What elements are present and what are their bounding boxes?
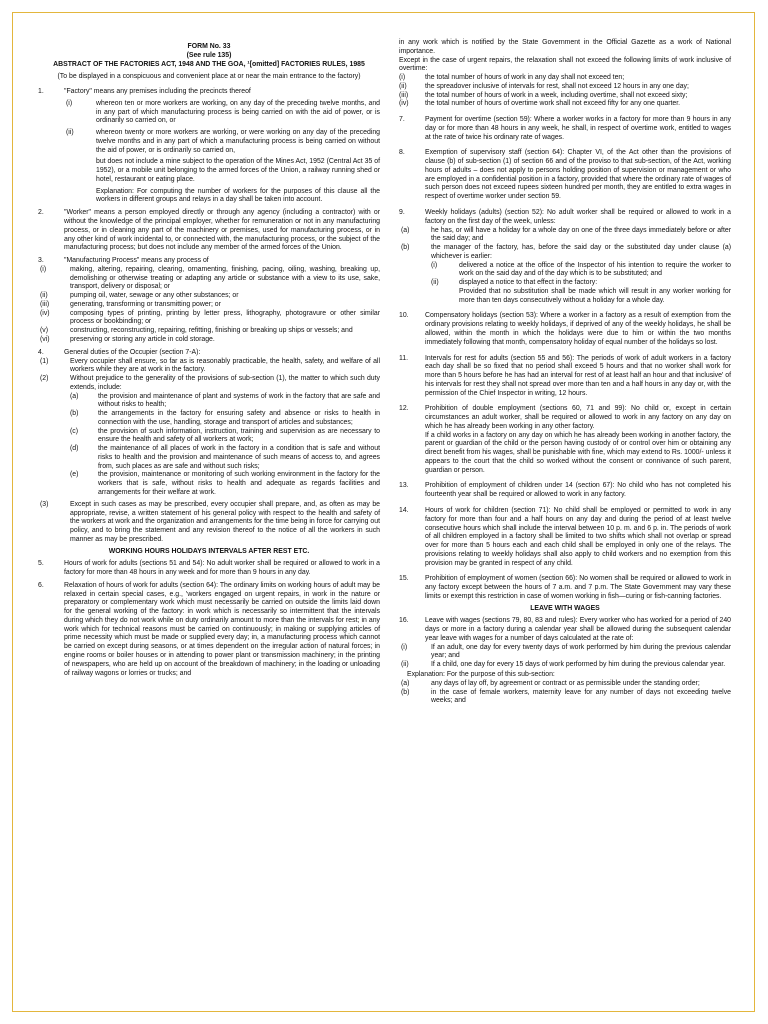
sub-clause <box>399 689 731 707</box>
sub-clause-text: If an adult, one day for every twenty days of work performed by him during the previous calendar year; and <box>431 643 731 660</box>
sub-clause-number: (2) <box>40 375 49 383</box>
clause-15 <box>399 575 731 601</box>
sub-clause-number: (iii) <box>399 91 409 99</box>
sub-clause-number: (i) <box>40 265 47 273</box>
sub-clause-number: (v) <box>40 327 49 335</box>
clause-number: 2. <box>38 209 44 217</box>
sub-clause <box>38 301 380 310</box>
sub-clause <box>399 74 731 83</box>
section-heading-leave: LEAVE WITH WAGES <box>530 604 600 612</box>
sub-clause <box>399 661 731 670</box>
sub-clause <box>399 244 731 262</box>
clause-number: 13. <box>399 482 409 490</box>
sub-clause <box>64 129 380 155</box>
sub-clause-text: the arrangements in the factory for ensuring safety and absence or risks to health in connection with the use, handling, storage and transport of articles and substances; <box>98 410 380 426</box>
display-note: (To be displayed in a conspicuous and convenient place at or near the main entrance to the factory) <box>57 73 361 81</box>
sub-clause-text: the spreadover inclusive of intervals for rest, shall not exceed 12 hours in any one day; <box>425 82 689 90</box>
clause-number: 9. <box>399 209 405 217</box>
sub-clause-number: (iv) <box>399 100 409 108</box>
sub-clause <box>38 375 380 393</box>
clause-text: Leave with wages (sections 79, 80, 83 and rules): Every worker who has worked for a period of 240 days or more in a factory during a calendar year shall be allowed during the subsequent calendar year leave with wages for a number of days calculated at the rate of: <box>425 617 731 642</box>
sub-clause-number: (ii) <box>399 82 407 90</box>
sub-clause <box>70 428 380 446</box>
left-column <box>38 43 380 678</box>
sub-clause-number: (a) <box>401 679 410 687</box>
sub-clause <box>399 100 731 109</box>
sub-clause-text: he has, or will have a holiday for a whole day on one of the three days immediately before or after the said day; and <box>431 226 731 243</box>
sub-clause-text: composing types of printing, printing by letter press, lithography, photogravure or other similar process or bookbinding; or <box>70 309 380 326</box>
sub-clause <box>399 680 731 689</box>
right-column <box>399 39 731 706</box>
sub-clause-number: (a) <box>401 226 410 234</box>
clause-5 <box>38 560 380 578</box>
proviso-text: but does not include a mine subject to the operation of the Mines Act, 1952 (Central Act 35 of 1952), or a mobile unit belonging to the armed forces of the Union, a railway running shed or hotel, restaurant or eating place. <box>96 158 380 183</box>
clause-number: 4. <box>38 348 44 356</box>
sub-clause-number: (ii) <box>431 279 439 287</box>
sub-clause-number: (iii) <box>40 300 50 308</box>
clause-number: 12. <box>399 405 409 413</box>
sub-clause-text: whereon twenty or more workers are working, or were working on any day of the preceding twelve months and in any part of which a manufacturing process is being carried on without the aid of power, or is ordinarily so carried on, <box>96 129 380 154</box>
clause-text: "Worker" means a person employed directly or through any agency (including a contractor) with or without the knowledge of the principal employer, whether for remuneration or not in any manufacturing process, or in cleaning any part of the machinery or premises, used for manufacturing process, or in any other kind of work incidental to, or connected with, the manufacturing process, or the subject of the manufacturing process; but does not include any member of the armed forces of the Union. <box>64 209 380 252</box>
sub-clause-text: constructing, reconstructing, repairing, refitting, finishing or breaking up ships or vessels; and <box>70 327 353 335</box>
sub-clause <box>38 501 380 545</box>
clause-text: Prohibition of double employment (sections 60, 71 and 99): No child or, except in certain circumstances an adult worker, shall be required or allowed to work in any factory on any day on which he has already been working in any other factory. <box>425 405 731 430</box>
sub-clause-number: (ii) <box>66 129 74 137</box>
explanation-text: Explanation: For computing the number of workers for the purposes of this clause all the workers in different groups and relays in a day shall be taken into account. <box>96 187 380 204</box>
clause-number: 11. <box>399 354 409 362</box>
clause-number: 1. <box>38 88 44 96</box>
sub-clause-text: Every occupier shall ensure, so far as is reasonably practicable, the health, safety, and welfare of all workers while they are at work in the factory. <box>70 357 380 374</box>
sub-clause <box>38 266 380 292</box>
sub-clause-number: (c) <box>70 427 79 435</box>
sub-clause <box>38 327 380 336</box>
clause-1 <box>38 88 380 205</box>
clause-number: 7. <box>399 116 405 124</box>
clause-number: 10. <box>399 312 409 320</box>
sub-clause-text: the total number of hours of work in any day shall not exceed ten; <box>425 74 625 82</box>
clause-16 <box>399 617 731 706</box>
sub-clause <box>64 100 380 126</box>
clause-number: 5. <box>38 560 44 568</box>
clause-text: Prohibition of employment of children under 14 (section 67): No child who has not completed his fourteenth year shall be required or allowed to work in any factory. <box>425 482 731 499</box>
clause-number: 6. <box>38 581 44 589</box>
form-number: FORM No. 33 <box>187 43 231 50</box>
clause-text-continued: If a child works in a factory on any day on which he has already been working in another factory, the parent or guardian of the child or the person having custody of or control over him or obtaining any direct benefit from his wages, shall be punishable with fine, which may extend to Rs. 1000/- unless it appears to the court that the child so worked without the consent or connivance of such parent, guardian or person. <box>425 431 731 474</box>
clause-14 <box>399 507 731 568</box>
sub-clause <box>70 471 380 497</box>
sub-clause-text: the manager of the factory, has, before the said day or the substituted day under clause (a) whichever is earlier: <box>431 244 731 260</box>
clause-text: Relaxation of hours of work for adults (section 64): The ordinary limits on working hours of adult may be relaxed in certain special cases, e.g., 'workers engaged on urgent repairs, in work in the nature or preparatory or complementary work which must necessarily be carried on outside the limits laid down for the general working of the factory: in work which is necessarily so intermittent that the intervals during which they do not work while on duty ordinarily amount to more than the intervals for rest; in any work which for technical reasons must be carried on continuously; in making or supplying articles of prime necessity which must be made or supplied every day; in, a manufacturing process which cannot be carried on except during seasons, or at times dependent on the irregular action of natural forces; in engine rooms or boiler houses or in attending to power plant or transmission machinery; in the printing of newspapers, who are held up on account of the breakdown of machinery; in the loading or unloading of railway wagons or lorries or trucks; and <box>64 581 380 677</box>
sub-clause-text: the provision and maintenance of plant and systems of work in the factory that are safe and without risks to health; <box>98 392 380 409</box>
clause-text: Payment for overtime (section 59): Where a worker works in a factory for more than 9 hours in any day or for more than 48 hours in any week, he shall, in respect of overtime work, entitled to wages at the rate of twice his ordinary rate of wages. <box>425 116 731 141</box>
sub-clause-text: the total number of hours of overtime work shall not exceed fifty for any one quarter. <box>425 100 681 108</box>
clause-10 <box>399 312 731 347</box>
clause-text: Weekly holidays (adults) (section 52): No adult worker shall be required or allowed to work in a factory on the first day of the week, unless: <box>425 209 731 225</box>
sub-clause-number: (e) <box>70 471 79 479</box>
clause-text: Hours of work for adults (sections 51 and 54): No adult worker shall be required or allowed to work in a factory for more than 48 hours in any week and for more than 9 hours in any day. <box>64 560 380 577</box>
clause-13 <box>399 482 731 500</box>
sub-clause-number: (3) <box>40 500 49 508</box>
sub-clause-number: (i) <box>431 261 438 269</box>
sub-clause <box>399 92 731 101</box>
sub-clause <box>431 262 731 280</box>
clause-number: 15. <box>399 575 409 583</box>
sub-clause <box>399 227 731 245</box>
sub-clause-number: (iv) <box>40 309 50 317</box>
sub-clause <box>70 410 380 428</box>
sub-clause-number: (d) <box>70 445 79 453</box>
sub-clause-number: (vi) <box>40 335 50 343</box>
clause-6-continued: in any work which is notified by the State Government in the Official Gazette as a work of National importance. <box>399 39 731 55</box>
sub-clause <box>38 358 380 376</box>
sub-clause-text: the total number of hours of work in a week, including overtime, shall not exceed sixty; <box>425 91 688 99</box>
clause-number: 16. <box>399 617 409 625</box>
clause-number: 14. <box>399 506 409 514</box>
sub-clause-text: preserving or storing any article in cold storage. <box>70 335 215 343</box>
clause-text: Prohibition of employment of women (section 66): No women shall be required or allowed to work in any factory except between the hours of 7 a.m. and 7 p.m. The State Government may vary these limits or exempt this restriction in case of women working in fish—curing or fish-canning factories. <box>425 575 731 600</box>
clause-text: Compensatory holidays (section 53): Where a worker in a factory as a result of exemption from the ordinary provisions relating to weekly holidays, if deprived of any of the weekly holidays, he shall be allowed, within the month in which the holidays were due to him or within the two months immediately following that month, compensatory holiday of equal number of the holidays so lost. <box>425 312 731 346</box>
sub-clause-text: Without prejudice to the generality of the provisions of sub-section (1), the matter to which such duty extends, include: <box>70 375 380 391</box>
sub-clause-number: (a) <box>70 392 79 400</box>
sub-clause-text: generating, transforming or transmitting power; or <box>70 300 221 308</box>
sub-clause-number: (b) <box>401 244 410 252</box>
clause-number: 8. <box>399 149 405 157</box>
form-rule: (See rule 135) <box>186 51 232 59</box>
clause-6 <box>38 582 380 678</box>
clause-text: Intervals for rest for adults (section 55 and 56): The periods of work of adult workers in a factory each day shall be so fixed that no period shall exceed 5 hours and that no worker shall work for more than 5 hours before he has had an interval for rest of at least half an hour and that inclusive' of his intervals for rest they shall not spread over more than ten and a half hours in any day or, with the permission of the Chief Inspector in writing, 12 hours. <box>425 354 731 397</box>
clause-8 <box>399 149 731 202</box>
sub-clause-number: (ii) <box>401 661 409 669</box>
explanation-text: Explanation: For the purpose of this sub-section: <box>407 671 555 678</box>
clause-12 <box>399 405 731 475</box>
clause-text: Exemption of supervisory staff (section 64): Chapter VI, of the Act other than the provisions of clause (b) of sub-section (1) of section 66 and of the proviso to that sub-section, of the Act, working hours of adults – does not apply to persons holding position of supervision or management or who are employed in a confidential position in a factory, provided that where the ordinary rate of wages of such person does not exceed rupees sixteen hundred per month, they are entitled to extra wages in respect of overtime worker under section 59. <box>425 149 731 201</box>
document-page <box>12 12 755 1012</box>
sub-clause-text: whereon ten or more workers are working, on any day of the preceding twelve months, and in any part of which manufacturing process is being carried on with the aid of power, or is ordinarily so carried on, or <box>96 99 380 125</box>
sub-clause-text: If a child, one day for every 15 days of work performed by him during the previous calendar year. <box>431 661 726 669</box>
sub-clause <box>431 279 731 288</box>
sub-clause-number: (i) <box>401 643 408 651</box>
clause-3 <box>38 257 380 345</box>
sub-clause <box>399 83 731 92</box>
sub-clause-number: (i) <box>66 99 73 107</box>
sub-clause <box>399 644 731 662</box>
clause-6-except: Except in the case of urgent repairs, the relaxation shall not exceed the following limits of work inclusive of overtime: <box>399 56 731 73</box>
sub-clause-text: pumping oil, water, sewage or any other substances; or <box>70 292 239 300</box>
sub-clause-text: the provision, maintenance or monitoring of such working environment in the factory for the workers that is safe, without risks to health and adequate as regards facilities and arrangements for their welfare at work. <box>98 471 380 496</box>
clause-text: Hours of work for children (section 71): No child shall be employed or permitted to work in any factory for more than four and a half hours on any day and during the period of at least twelve consecutive hours which shall include the interval between 10 p. m. and 6 p. in. The periods of work of all children employed in a factory shall be limited to two shifts which shall not overlap or spread over for more than 5 hours each and each child shall be employed in only one of the relays. The provisions relating to weekly holidays shall also apply to child workers and no exemption from this provision may be granted in respect of any child. <box>425 506 731 567</box>
clause-4 <box>38 349 380 545</box>
clause-number: 3. <box>38 257 44 265</box>
sub-clause-text: delivered a notice at the office of the Inspector of his intention to require the worker to work on the said day and of the day which is to be substituted; and <box>459 261 731 278</box>
sub-clause-number: (1) <box>40 357 49 365</box>
sub-clause <box>70 393 380 411</box>
sub-clause-number: (ii) <box>40 292 48 300</box>
clause-text: General duties of the Occupier (section 7-A): <box>64 348 201 356</box>
sub-clause <box>38 292 380 301</box>
sub-clause-number: (b) <box>70 410 79 418</box>
clause-11 <box>399 355 731 399</box>
clause-text: "Manufacturing Process" means any process of <box>64 257 209 265</box>
sub-clause-text: Except in such cases as may be prescribed, every occupier shall prepare, and, as often as may be appropriate, revise, a written statement of his general policy with respect to the health and safety of the workers at work and the organization and arrangements for the time being in force for carrying out policy, and to bring the statement and any revision thereof to the notice of all the workers in such manner as may be prescribed. <box>70 500 380 543</box>
section-heading-hours: WORKING HOURS HOLIDAYS INTERVALS AFTER REST ETC. <box>108 547 310 555</box>
sub-clause <box>38 336 380 345</box>
sub-clause-text: making, altering, repairing, clearing, ornamenting, finishing, pacing, oiling, washing, breaking up, demolishing or otherwise treating or adapting any article or substance with a view to its use, sake, transport, delivery or disposal; or <box>70 265 380 291</box>
sub-clause-text: the provision of such information, instruction, training and supervision as are necessary to ensure the health and safety of all workers at work; <box>98 427 380 444</box>
sub-clause-text: in the case of female workers, maternity leave for any number of days not exceeding twelve weeks; and <box>431 688 731 705</box>
sub-clause-text: any days of lay off, by agreement or contract or as permissible under the standing order; <box>431 679 700 687</box>
sub-clause-text: displayed a notice to that effect in the factory: <box>459 279 598 287</box>
sub-clause-number: (i) <box>399 74 406 82</box>
proviso-text: Provided that no substitution shall be made which will result in any worker working for more than ten days consecutively without a holiday for a whole day. <box>459 287 731 304</box>
sub-clause-number: (b) <box>401 688 410 696</box>
document-title: ABSTRACT OF THE FACTORIES ACT, 1948 AND THE GOA, ¹[omitted] FACTORIES RULES, 1985 <box>53 60 365 68</box>
clause-7 <box>399 116 731 142</box>
sub-clause <box>70 445 380 471</box>
clause-2 <box>38 209 380 253</box>
sub-clause-text: the maintenance of all places of work in the factory in a condition that is safe and without risks to health and the provision and maintenance of such means of access to, and agrees from, such places as are safe and without such risks; <box>98 445 380 470</box>
sub-clause <box>38 310 380 328</box>
clause-9 <box>399 209 731 305</box>
clause-text: "Factory" means any premises including the precincts thereof <box>64 88 251 96</box>
